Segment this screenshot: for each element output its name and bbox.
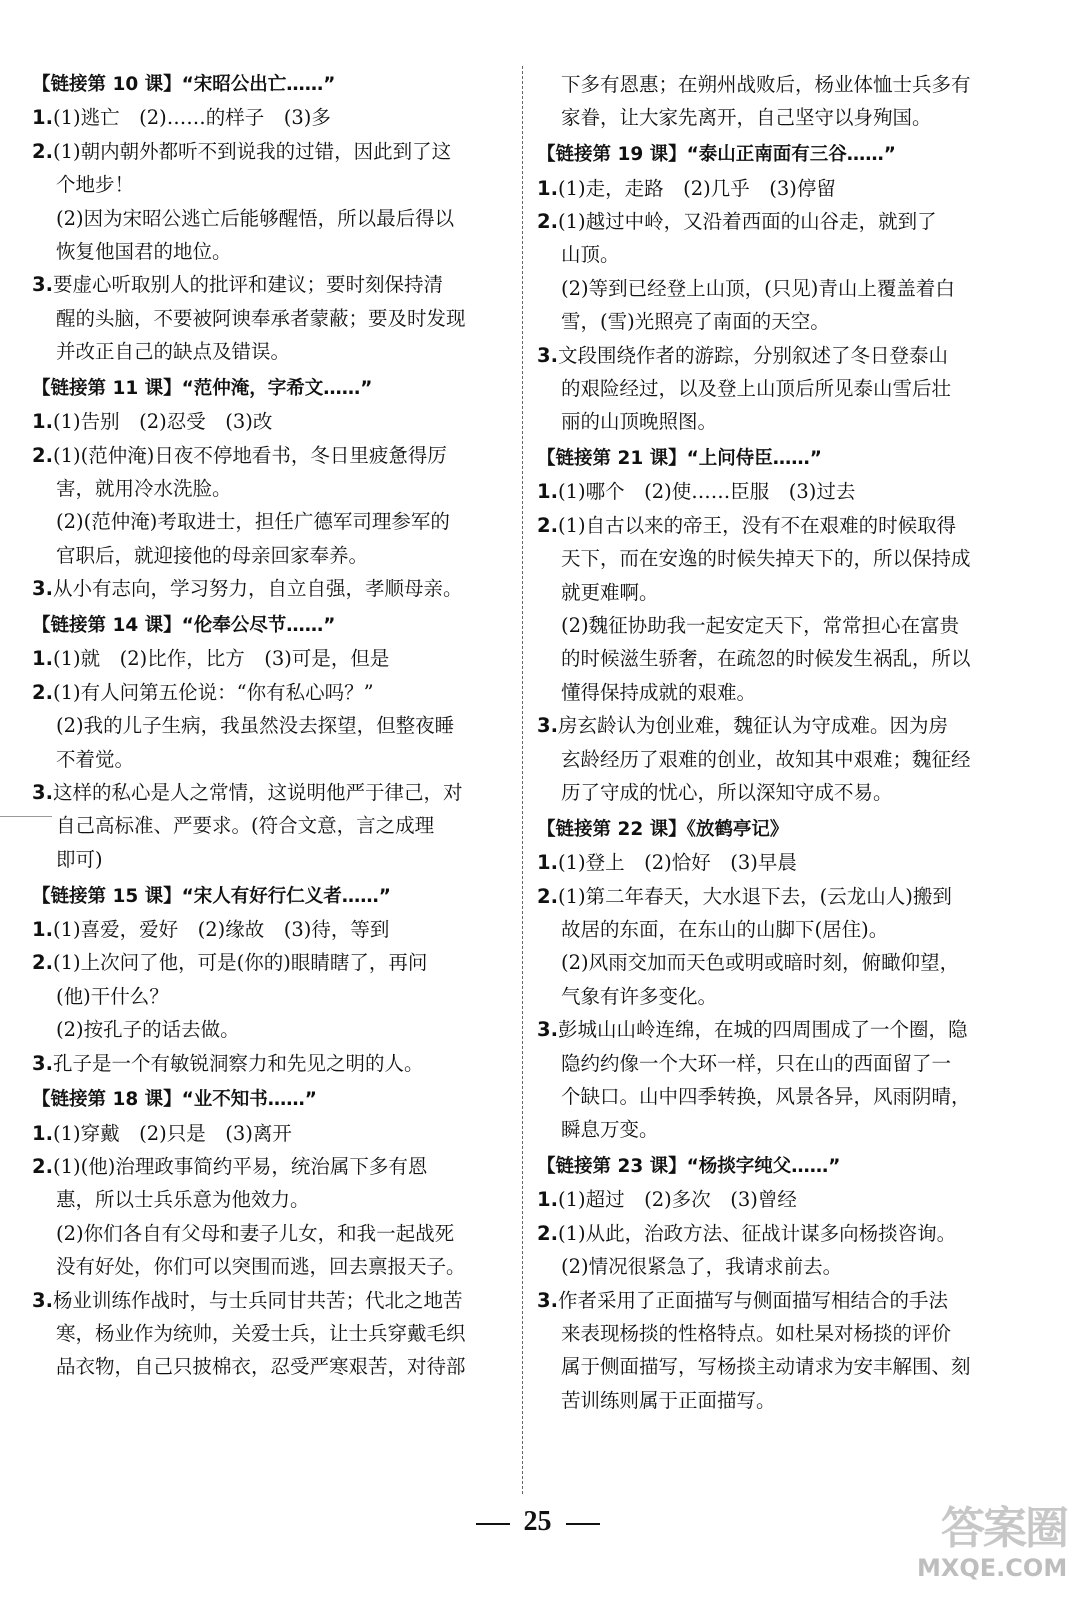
answer-text: (1)哪个 (2)使……臣服 (3)过去	[557, 480, 856, 504]
lesson-heading-text: 【链接第 11 课】“范仲淹，字希文……”	[32, 377, 373, 399]
answer-text: 要虚心听取别人的批评和建议；要时刻保持清	[52, 273, 443, 297]
answer-line	[32, 676, 502, 709]
answer-continuation	[537, 1250, 1007, 1283]
answer-line	[32, 642, 502, 675]
answer-text: 的艰险经过，以及登上山顶后所见泰山雪后壮	[561, 376, 952, 400]
answer-text: (2)(范仲淹)考取进士，担任广德军司理参军的	[56, 510, 450, 534]
answer-line	[32, 439, 502, 472]
answer-text: 个地步！	[56, 173, 135, 197]
lesson-heading-text: 【链接第 23 课】“杨掞字纯父……”	[537, 1156, 841, 1178]
answer-line	[537, 475, 1007, 508]
answer-text: (1)超过 (2)多次 (3)曾经	[557, 1188, 797, 1212]
answer-text: (1)就 (2)比作，比方 (3)可是，但是	[52, 647, 390, 671]
answer-text: 这样的私心是人之常情，这说明他严于律己，对	[52, 780, 463, 804]
answer-line	[537, 509, 1007, 542]
margin-mark	[0, 816, 52, 817]
answer-continuation	[32, 843, 502, 876]
page-number-text: 25	[523, 1506, 552, 1537]
question-number: 1.	[537, 1188, 558, 1212]
answer-continuation	[537, 238, 1007, 271]
page-number	[0, 1506, 1075, 1538]
lesson-heading	[32, 68, 502, 101]
answer-continuation	[537, 980, 1007, 1013]
answer-continuation	[32, 809, 502, 842]
answer-text: 孔子是一个有敏锐洞察力和先见之明的人。	[52, 1051, 424, 1075]
answer-continuation	[537, 101, 1007, 134]
answer-text: (2)我的儿子生病，我虽然没去探望，但整夜睡	[56, 714, 455, 738]
answer-text: (1)朝内朝外都听不到说我的过错，因此到了这	[52, 139, 452, 163]
answer-line	[32, 776, 502, 809]
lesson-heading-text: 【链接第 15 课】“宋人有好行仁义者……”	[32, 885, 391, 907]
answer-text: (1)越过中岭，又沿着西面的山谷走，就到了	[557, 209, 937, 233]
question-number: 1.	[32, 1121, 53, 1145]
answer-text: (他)干什么？	[56, 984, 169, 1008]
answer-text: 故居的东面，在东山的山脚下(居住)。	[561, 917, 889, 941]
question-number: 2.	[537, 1221, 558, 1245]
answer-text: 并改正自己的缺点及错误。	[56, 340, 291, 364]
answer-line	[537, 172, 1007, 205]
answer-continuation	[537, 1113, 1007, 1146]
answer-text: 天下，而在安逸的时候失掉天下的，所以保持成	[561, 547, 971, 571]
answer-continuation	[537, 743, 1007, 776]
question-number: 1.	[32, 647, 53, 671]
answer-continuation	[32, 472, 502, 505]
answer-continuation	[537, 542, 1007, 575]
answer-line	[32, 913, 502, 946]
answer-text: 历了守成的忧心，所以深知守成不易。	[561, 780, 893, 804]
answer-text: 没有好处，你们可以突围而逃，回去禀报天子。	[56, 1255, 466, 1279]
question-number: 1.	[537, 480, 558, 504]
question-number: 1.	[32, 410, 53, 434]
answer-line	[32, 572, 502, 605]
answer-continuation	[32, 709, 502, 742]
answer-text: (1)穿戴 (2)只是 (3)离开	[52, 1121, 292, 1145]
answer-text: 来表现杨掞的性格特点。如杜杲对杨掞的评价	[561, 1322, 952, 1346]
answer-text: 下多有恩惠；在朔州战败后，杨业体恤士兵多有	[561, 73, 971, 96]
answer-continuation	[537, 913, 1007, 946]
answer-line	[537, 1013, 1007, 1046]
answer-text: (1)上次问了他，可是(你的)眼睛瞎了，再问	[52, 951, 428, 975]
answer-text: (1)有人问第五伦说：“你有私心吗？”	[52, 680, 374, 704]
answer-text: (1)(范仲淹)日夜不停地看书，冬日里疲惫得厉	[52, 443, 447, 467]
answer-text: 惠，所以士兵乐意为他效力。	[56, 1188, 310, 1212]
answer-text: 不着觉。	[56, 747, 135, 771]
question-number: 2.	[537, 884, 558, 908]
answer-text: (2)你们各自有父母和妻子儿女，和我一起战死	[56, 1221, 455, 1245]
answer-continuation	[32, 235, 502, 268]
answer-line	[32, 1117, 502, 1150]
answer-continuation	[537, 642, 1007, 675]
answer-line	[32, 1047, 502, 1080]
question-number: 1.	[537, 851, 558, 875]
answer-text: (2)按孔子的话去做。	[56, 1018, 240, 1042]
answer-text: 自己高标准、严要求。(符合文意，言之成理	[56, 814, 435, 838]
question-number: 2.	[537, 209, 558, 233]
answer-text: 雪，(雪)光照亮了南面的天空。	[561, 310, 830, 334]
question-number: 1.	[32, 106, 53, 130]
answer-text: (1)第二年春天，大水退下去，(云龙山人)搬到	[557, 884, 952, 908]
answer-continuation	[537, 576, 1007, 609]
question-number: 3.	[537, 1018, 558, 1042]
answer-text: (2)风雨交加而天色或明或暗时刻，俯瞰仰望，	[561, 951, 960, 975]
answer-text: (1)喜爱，爱好 (2)缘故 (3)待，等到	[52, 917, 390, 941]
answer-line	[537, 339, 1007, 372]
answer-continuation	[32, 539, 502, 572]
answer-text: 山顶。	[561, 243, 620, 267]
answer-continuation	[537, 1384, 1007, 1417]
question-number: 3.	[32, 1288, 53, 1312]
watermark-logo	[917, 1504, 1067, 1592]
answer-text: 家眷，让大家先离开，自己坚守以身殉国。	[561, 106, 932, 130]
answer-continuation	[537, 1080, 1007, 1113]
answer-continuation	[537, 1047, 1007, 1080]
answer-text: 房玄龄认为创业难，魏征认为守成难。因为房	[557, 714, 948, 738]
answer-line	[32, 268, 502, 301]
question-number: 2.	[32, 443, 53, 467]
answer-continuation	[537, 68, 1007, 101]
lesson-heading-text: 【链接第 22 课】《放鹤亭记》	[537, 818, 789, 840]
answer-continuation	[537, 609, 1007, 642]
answer-text: 品衣物，自己只披棉衣，忍受严寒艰苦，对待部	[56, 1355, 466, 1379]
answer-continuation	[32, 302, 502, 335]
question-number: 3.	[537, 343, 558, 367]
answer-text: (2)因为宋昭公逃亡后能够醒悟，所以最后得以	[56, 206, 455, 230]
column-divider	[522, 66, 523, 1494]
lesson-heading	[32, 609, 502, 642]
answer-text: 即可)	[56, 847, 103, 871]
question-number: 2.	[537, 513, 558, 537]
answer-text: 从小有志向，学习努力，自立自强，孝顺母亲。	[52, 577, 463, 601]
answer-line	[32, 1150, 502, 1183]
answer-line	[537, 880, 1007, 913]
answer-continuation	[32, 980, 502, 1013]
answer-text: (1)逃亡 (2)……的样子 (3)多	[52, 106, 331, 130]
lesson-heading	[537, 1150, 1007, 1183]
answer-continuation	[32, 168, 502, 201]
answer-text: 醒的头脑，不要被阿谀奉承者蒙蔽；要及时发现	[56, 306, 466, 330]
answer-text: 苦训练则属于正面描写。	[561, 1388, 776, 1412]
question-number: 2.	[32, 1155, 53, 1179]
question-number: 2.	[32, 951, 53, 975]
answer-line	[537, 709, 1007, 742]
lesson-heading-text: 【链接第 14 课】“伦奉公尽节……”	[32, 615, 336, 637]
answer-line	[32, 946, 502, 979]
question-number: 3.	[537, 1288, 558, 1312]
answer-text: (1)自古以来的帝王，没有不在艰难的时候取得	[557, 513, 957, 537]
answer-continuation	[537, 776, 1007, 809]
watermark-top-text: 答案圈	[941, 1503, 1067, 1554]
answer-text: 属于侧面描写，写杨掞主动请求为安丰解围、刻	[561, 1355, 971, 1379]
answer-continuation	[537, 372, 1007, 405]
answer-continuation	[537, 305, 1007, 338]
answer-text: 气象有许多变化。	[561, 984, 718, 1008]
question-number: 3.	[32, 577, 53, 601]
lesson-heading-text: 【链接第 21 课】“上问侍臣……”	[537, 448, 822, 470]
answer-text: (1)从此，治政方法、征战计谋多向杨掞咨询。	[557, 1221, 957, 1245]
answer-continuation	[537, 1317, 1007, 1350]
answer-text: 寒，杨业作为统帅，关爱士兵，让士兵穿戴毛织	[56, 1322, 466, 1346]
answer-text: 瞬息万变。	[561, 1118, 659, 1142]
question-number: 3.	[32, 273, 53, 297]
answer-continuation	[537, 946, 1007, 979]
answer-line	[537, 1183, 1007, 1216]
answer-line	[32, 405, 502, 438]
answer-continuation	[537, 676, 1007, 709]
answer-text: 彭城山山岭连绵，在城的四周围成了一个圈，隐	[557, 1018, 968, 1042]
answer-continuation	[32, 335, 502, 368]
lesson-heading-text: 【链接第 10 课】“宋昭公出亡……”	[32, 74, 336, 95]
answer-continuation	[32, 743, 502, 776]
answer-text: (1)(他)治理政事简约平易，统治属下多有恩	[52, 1155, 428, 1179]
answer-text: (1)走，走路 (2)几乎 (3)停留	[557, 176, 836, 200]
answer-continuation	[537, 1350, 1007, 1383]
answer-text: (2)等到已经登上山顶，(只见)青山上覆盖着白	[561, 276, 955, 300]
answer-line	[537, 1217, 1007, 1250]
answer-text: 作者采用了正面描写与侧面描写相结合的手法	[557, 1288, 948, 1312]
right-column	[537, 68, 1007, 1417]
lesson-heading	[537, 442, 1007, 475]
answer-line	[32, 101, 502, 134]
question-number: 1.	[32, 917, 53, 941]
answer-text: 隐约约像一个大环一样，只在山的西面留了一	[561, 1051, 952, 1075]
lesson-heading	[537, 813, 1007, 846]
answer-text: 害，就用冷水洗脸。	[56, 477, 232, 501]
answer-line	[537, 205, 1007, 238]
page-number-dash-left	[476, 1523, 510, 1525]
answer-line	[32, 135, 502, 168]
question-number: 3.	[32, 1051, 53, 1075]
answer-text: 个缺口。山中四季转换，风景各异，风雨阴晴，	[561, 1084, 971, 1108]
answer-continuation	[32, 1183, 502, 1216]
answer-continuation	[32, 505, 502, 538]
answer-text: (2)情况很紧急了，我请求前去。	[561, 1255, 843, 1279]
lesson-heading-text: 【链接第 19 课】“泰山正南面有三谷……”	[537, 144, 896, 166]
answer-text: 文段围绕作者的游踪，分别叙述了冬日登泰山	[557, 343, 948, 367]
answer-continuation	[32, 202, 502, 235]
answer-text: 杨业训练作战时，与士兵同甘共苦；代北之地苦	[52, 1288, 463, 1312]
answer-continuation	[32, 1217, 502, 1250]
lesson-heading	[32, 880, 502, 913]
answer-text: (2)魏征协助我一起安定天下，常常担心在富贵	[561, 614, 960, 638]
question-number: 3.	[32, 780, 53, 804]
answer-text: 就更难啊。	[561, 580, 659, 604]
answer-line	[32, 1284, 502, 1317]
question-number: 1.	[537, 176, 558, 200]
page-number-dash-right	[566, 1523, 600, 1525]
answer-text: (1)告别 (2)忍受 (3)改	[52, 410, 273, 434]
answer-text: 恢复他国君的地位。	[56, 239, 232, 263]
answer-continuation	[537, 272, 1007, 305]
answer-text: 玄龄经历了艰难的创业，故知其中艰难；魏征经	[561, 747, 971, 771]
lesson-heading	[32, 1083, 502, 1116]
answer-line	[537, 1284, 1007, 1317]
lesson-heading	[537, 138, 1007, 171]
answer-text: 的时候滋生骄奢，在疏忽的时候发生祸乱，所以	[561, 647, 971, 671]
answer-text: (1)登上 (2)恰好 (3)早晨	[557, 851, 797, 875]
answer-continuation	[32, 1317, 502, 1350]
lesson-heading-text: 【链接第 18 课】“业不知书……”	[32, 1089, 317, 1111]
question-number: 2.	[32, 680, 53, 704]
answer-continuation	[32, 1013, 502, 1046]
left-column	[32, 68, 502, 1384]
answer-continuation	[537, 405, 1007, 438]
answer-line	[537, 846, 1007, 879]
answer-text: 懂得保持成就的艰难。	[561, 680, 757, 704]
question-number: 2.	[32, 139, 53, 163]
answer-continuation	[32, 1250, 502, 1283]
answer-continuation	[32, 1350, 502, 1383]
watermark-bottom-text: MXQE.COM	[917, 1554, 1068, 1582]
lesson-heading	[32, 372, 502, 405]
answer-text: 官职后，就迎接他的母亲回家奉养。	[56, 543, 369, 567]
answer-text: 丽的山顶晚照图。	[561, 410, 718, 434]
question-number: 3.	[537, 714, 558, 738]
